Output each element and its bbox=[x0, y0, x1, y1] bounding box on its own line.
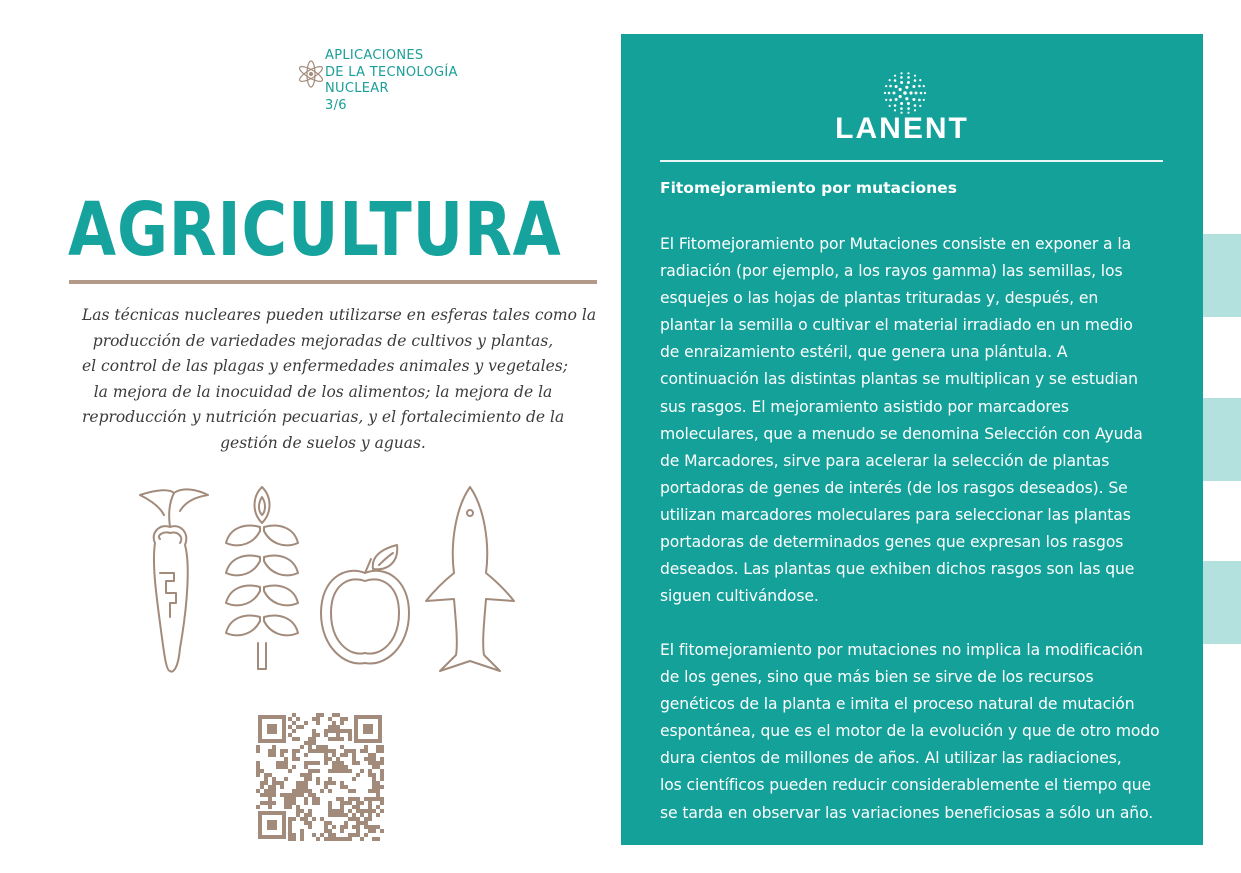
info-panel bbox=[621, 34, 1203, 845]
text-line: utilizan marcadores moleculares para seleccionar las plantas bbox=[660, 505, 1131, 524]
intro-text bbox=[82, 303, 597, 456]
text-line: se tarda en observar las variaciones beneficiosas a sólo un año. bbox=[660, 803, 1154, 822]
paragraph-1 bbox=[660, 231, 1143, 610]
intro-line: producción de variedades mejoradas de cultivos y plantas, bbox=[92, 331, 554, 350]
intro-line: Las técnicas nucleares pueden utilizarse en esferas tales como la bbox=[82, 306, 597, 324]
text-line: espontánea, que es el motor de la evolución y que de otro modo bbox=[660, 722, 1160, 741]
wheat-icon bbox=[226, 487, 298, 669]
text-line: plantar la semilla o cultivar el material irradiado en un medio bbox=[660, 316, 1133, 335]
title-divider bbox=[69, 280, 597, 284]
apple-icon bbox=[321, 545, 409, 664]
fish-icon bbox=[426, 487, 514, 671]
text-line: deseados. Las plantas que exhiben dichos rasgos son las que bbox=[660, 560, 1135, 579]
text-line: de Marcadores, sirve para acelerar la selección de plantas bbox=[660, 451, 1110, 470]
series-line: NUCLEAR bbox=[325, 81, 389, 96]
text-line: portadoras de genes de interés (de los rasgos deseados). Se bbox=[660, 478, 1128, 497]
qr-code-icon[interactable] bbox=[256, 713, 384, 841]
text-line: genéticos de la planta e imita el proceso natural de mutación bbox=[660, 695, 1135, 714]
side-tab[interactable] bbox=[1203, 234, 1241, 317]
intro-line: el control de las plagas y enfermedades animales y vegetales; bbox=[82, 357, 568, 375]
series-line: DE LA TECNOLOGÍA bbox=[325, 64, 458, 80]
paragraph-2 bbox=[660, 637, 1160, 827]
text-line: radiación (por ejemplo, a los rayos gamma) las semillas, los bbox=[660, 262, 1123, 281]
text-line: de los genes, sino que más bien se sirve de los recursos bbox=[660, 668, 1094, 687]
text-line: portadoras de determinados genes que expresan los rasgos bbox=[660, 533, 1124, 552]
side-tab[interactable] bbox=[1203, 561, 1241, 644]
intro-line: gestión de suelos y aguas. bbox=[220, 433, 426, 452]
intro-line: la mejora de la inocuidad de los alimentos; la mejora de la bbox=[93, 382, 553, 401]
agriculture-icons bbox=[130, 483, 530, 683]
text-line: siguen cultivándose. bbox=[660, 587, 819, 606]
lanent-logo-icon bbox=[884, 72, 926, 114]
text-line: dura cientos de millones de años. Al utilizar las radiaciones, bbox=[660, 749, 1122, 768]
text-line: El Fitomejoramiento por Mutaciones consiste en exponer a la bbox=[660, 235, 1132, 253]
side-tab[interactable] bbox=[1203, 398, 1241, 481]
atom-icon bbox=[298, 54, 324, 94]
page-title: AGRICULTURA bbox=[68, 187, 562, 273]
logo-text: LANENT bbox=[835, 112, 969, 145]
carrot-icon bbox=[140, 489, 208, 671]
text-line: continuación las distintas plantas se multiplican y se estudian bbox=[660, 370, 1138, 389]
text-line: esquejes o las hojas de plantas trituradas y, después, en bbox=[660, 289, 1099, 308]
text-line: sus rasgos. El mejoramiento asistido por marcadores bbox=[660, 397, 1069, 416]
intro-line: reproducción y nutrición pecuarias, y el fortalecimiento de la bbox=[82, 408, 565, 426]
text-line: El fitomejoramiento por mutaciones no implica la modificación bbox=[660, 641, 1143, 659]
text-line: los científicos pueden reducir considerablemente el tiempo que bbox=[660, 776, 1151, 795]
panel-divider bbox=[660, 160, 1163, 162]
series-line: APLICACIONES bbox=[325, 48, 424, 63]
series-page-number: 3/6 bbox=[325, 97, 347, 113]
text-line: de enraizamiento estéril, que genera una plántula. A bbox=[660, 343, 1068, 362]
section-heading: Fitomejoramiento por mutaciones bbox=[660, 179, 957, 197]
text-line: moleculares, que a menudo se denomina Selección con Ayuda bbox=[660, 424, 1143, 443]
